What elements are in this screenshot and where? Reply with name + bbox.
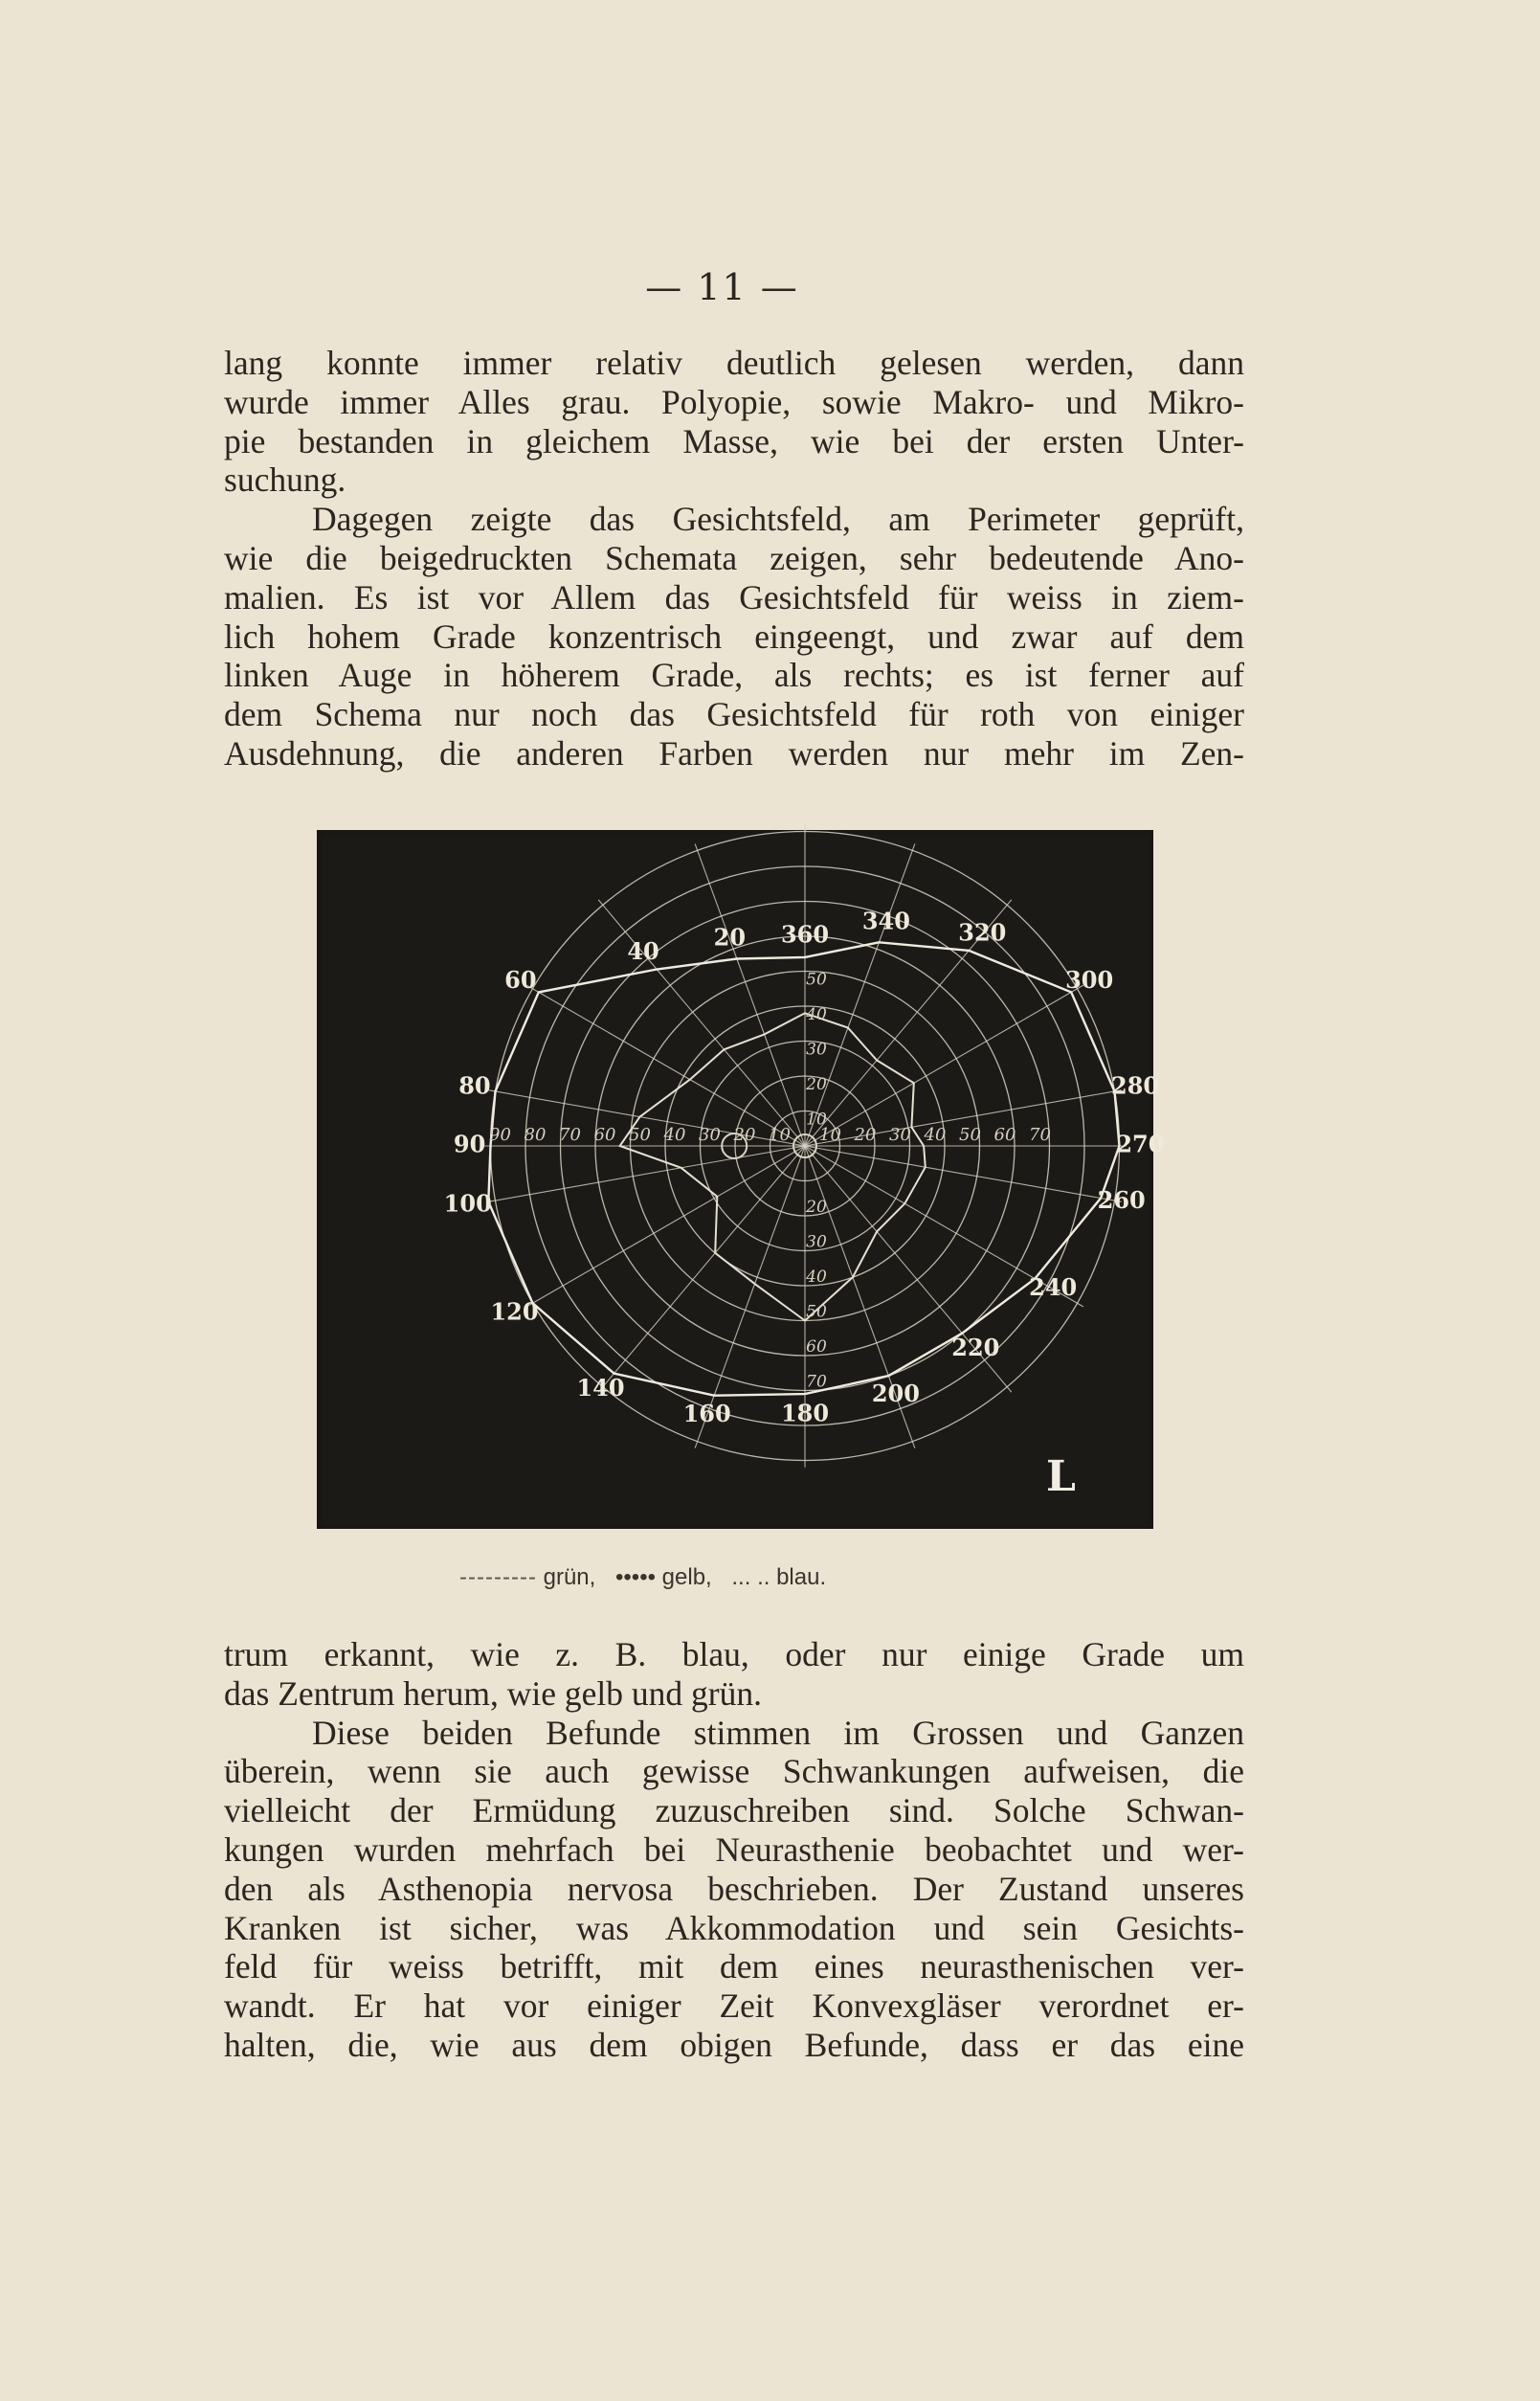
text-line: trum erkannt, wie z. B. blau, oder nur einige Grade um <box>224 1635 1244 1673</box>
text-line: halten, die, wie aus dem obigen Befunde, dass er das eine <box>224 2025 1244 2064</box>
text-line: das Zentrum herum, wie gelb und grün. <box>224 1673 762 1713</box>
radial-scale-label: 70 <box>1029 1125 1051 1145</box>
text-line: Ausdehnung, die anderen Farben werden nur mehr im Zen- <box>224 733 1244 773</box>
radial-scale-label: 10 <box>769 1125 791 1145</box>
radial-scale-label: 60 <box>593 1125 616 1145</box>
legend-blue-label: blau. <box>776 1564 827 1590</box>
radial-scale-label: 40 <box>663 1125 686 1145</box>
series-white-field <box>620 1013 926 1320</box>
text-line: dem Schema nur noch das Gesichtsfeld für roth von einiger <box>224 695 1244 734</box>
vertical-scale-label: 30 <box>806 1232 827 1252</box>
radial-scale-label: 20 <box>854 1125 877 1145</box>
meridian-340 <box>805 843 915 1146</box>
text-line: lich hohem Grade konzentrisch eingeengt, und zwar auf dem <box>224 617 1244 656</box>
radial-scale-label: 90 <box>489 1125 511 1145</box>
angle-label-20: 20 <box>713 923 747 952</box>
radial-scale-label: 50 <box>629 1125 651 1145</box>
text-line: überein, wenn sie auch gewisse Schwankungen aufweisen, die <box>224 1752 1244 1791</box>
angle-label-40: 40 <box>627 937 659 966</box>
angle-label-90: 90 <box>453 1130 486 1158</box>
vertical-scale-label: 40 <box>806 1268 827 1287</box>
vertical-scale-label: 10 <box>806 1110 827 1130</box>
text-line: linken Auge in höherem Grade, als rechts; es ist ferner auf <box>224 656 1244 695</box>
angle-label-300: 300 <box>1065 965 1114 994</box>
text-line: feld für weiss betrifft, mit dem eines neurasthenischen ver- <box>224 1947 1244 1986</box>
legend-yellow-line: ••••• <box>614 1564 656 1590</box>
page-number: — 11 — <box>645 266 799 308</box>
vertical-scale-label: 30 <box>806 1040 827 1060</box>
radial-scale-label: 30 <box>699 1125 721 1145</box>
angle-label-100: 100 <box>443 1189 492 1218</box>
angle-label-320: 320 <box>958 918 1007 947</box>
legend-green-line: --------- <box>459 1564 537 1590</box>
series-outer-field <box>488 942 1119 1395</box>
angle-label-140: 140 <box>576 1373 625 1402</box>
angle-label-160: 160 <box>682 1399 731 1427</box>
perimeter-chart-svg <box>317 830 1165 1529</box>
radial-scale-label: 50 <box>959 1125 981 1145</box>
angle-label-260: 260 <box>1097 1185 1146 1214</box>
vertical-scale-label: 60 <box>806 1337 827 1357</box>
radial-scale-label: 70 <box>559 1125 581 1145</box>
vertical-scale-label: 50 <box>806 1302 827 1322</box>
eye-label: L <box>1046 1452 1076 1501</box>
angle-label-240: 240 <box>1029 1273 1078 1302</box>
vertical-scale-label: 20 <box>806 1075 827 1094</box>
vertical-scale-label: 40 <box>806 1005 827 1024</box>
legend-green-label: grün, <box>543 1564 596 1590</box>
vertical-scale-label: 20 <box>806 1198 827 1217</box>
radial-scale-label: 20 <box>733 1125 756 1145</box>
figure-legend <box>459 1564 1053 1591</box>
radial-scale-label: 80 <box>524 1125 547 1145</box>
text-line: wie die beigedruckten Schemata zeigen, sehr bedeutende Ano- <box>224 538 1244 577</box>
angle-label-120: 120 <box>490 1297 539 1326</box>
text-line: wurde immer Alles grau. Polyopie, sowie Makro- und Mikro- <box>224 382 1244 421</box>
text-line: den als Asthenopia nervosa beschrieben. Der Zustand unseres <box>224 1869 1244 1908</box>
paragraph-bottom <box>224 1635 1244 2065</box>
meridian-20 <box>695 843 805 1146</box>
angle-label-0: 360 <box>780 920 830 949</box>
radial-scale-label: 10 <box>819 1125 841 1145</box>
angle-label-60: 60 <box>504 965 537 994</box>
text-line: pie bestanden in gleichem Masse, wie bei der ersten Unter- <box>224 421 1244 460</box>
radial-scale-label: 30 <box>889 1125 911 1145</box>
text-line: kungen wurden mehrfach bei Neurasthenie beobachtet und wer- <box>224 1829 1244 1869</box>
text-line: Kranken ist sicher, was Akkommodation und sein Gesichts- <box>224 1908 1244 1947</box>
perimeter-chart <box>317 830 1165 1529</box>
angle-label-280: 280 <box>1111 1071 1160 1100</box>
angle-label-340: 340 <box>861 907 910 935</box>
text-line: Dagegen zeigte das Gesichtsfeld, am Perimeter geprüft, <box>312 500 1244 539</box>
vertical-scale-label: 70 <box>806 1372 827 1392</box>
radial-scale-label: 40 <box>924 1125 947 1145</box>
paragraph-top <box>224 344 1244 774</box>
angle-label-180: 180 <box>780 1399 830 1427</box>
angle-label-200: 200 <box>871 1380 920 1408</box>
meridian-140 <box>598 1146 805 1392</box>
text-line: Diese beiden Befunde stimmen im Grossen und Ganzen <box>312 1713 1244 1752</box>
angle-label-80: 80 <box>458 1071 491 1100</box>
text-line: lang konnte immer relativ deutlich gelesen werden, dann <box>224 344 1244 382</box>
angle-label-220: 220 <box>951 1334 1000 1362</box>
legend-blue-line: ... .. <box>731 1564 770 1590</box>
legend-yellow-label: gelb, <box>661 1564 712 1590</box>
text-line: vielleicht der Ermüdung zuzuschreiben sind. Solche Schwan- <box>224 1791 1244 1830</box>
angle-label-270: 270 <box>1116 1130 1165 1158</box>
chart-series <box>488 942 1119 1395</box>
text-line: suchung. <box>224 460 346 500</box>
text-line: wandt. Er hat vor einiger Zeit Konvexgläser verordnet er- <box>224 1986 1244 2026</box>
text-line: malien. Es ist vor Allem das Gesichtsfeld für weiss in ziem- <box>224 577 1244 617</box>
vertical-scale-label: 50 <box>806 970 827 990</box>
radial-scale-label: 60 <box>993 1125 1016 1145</box>
